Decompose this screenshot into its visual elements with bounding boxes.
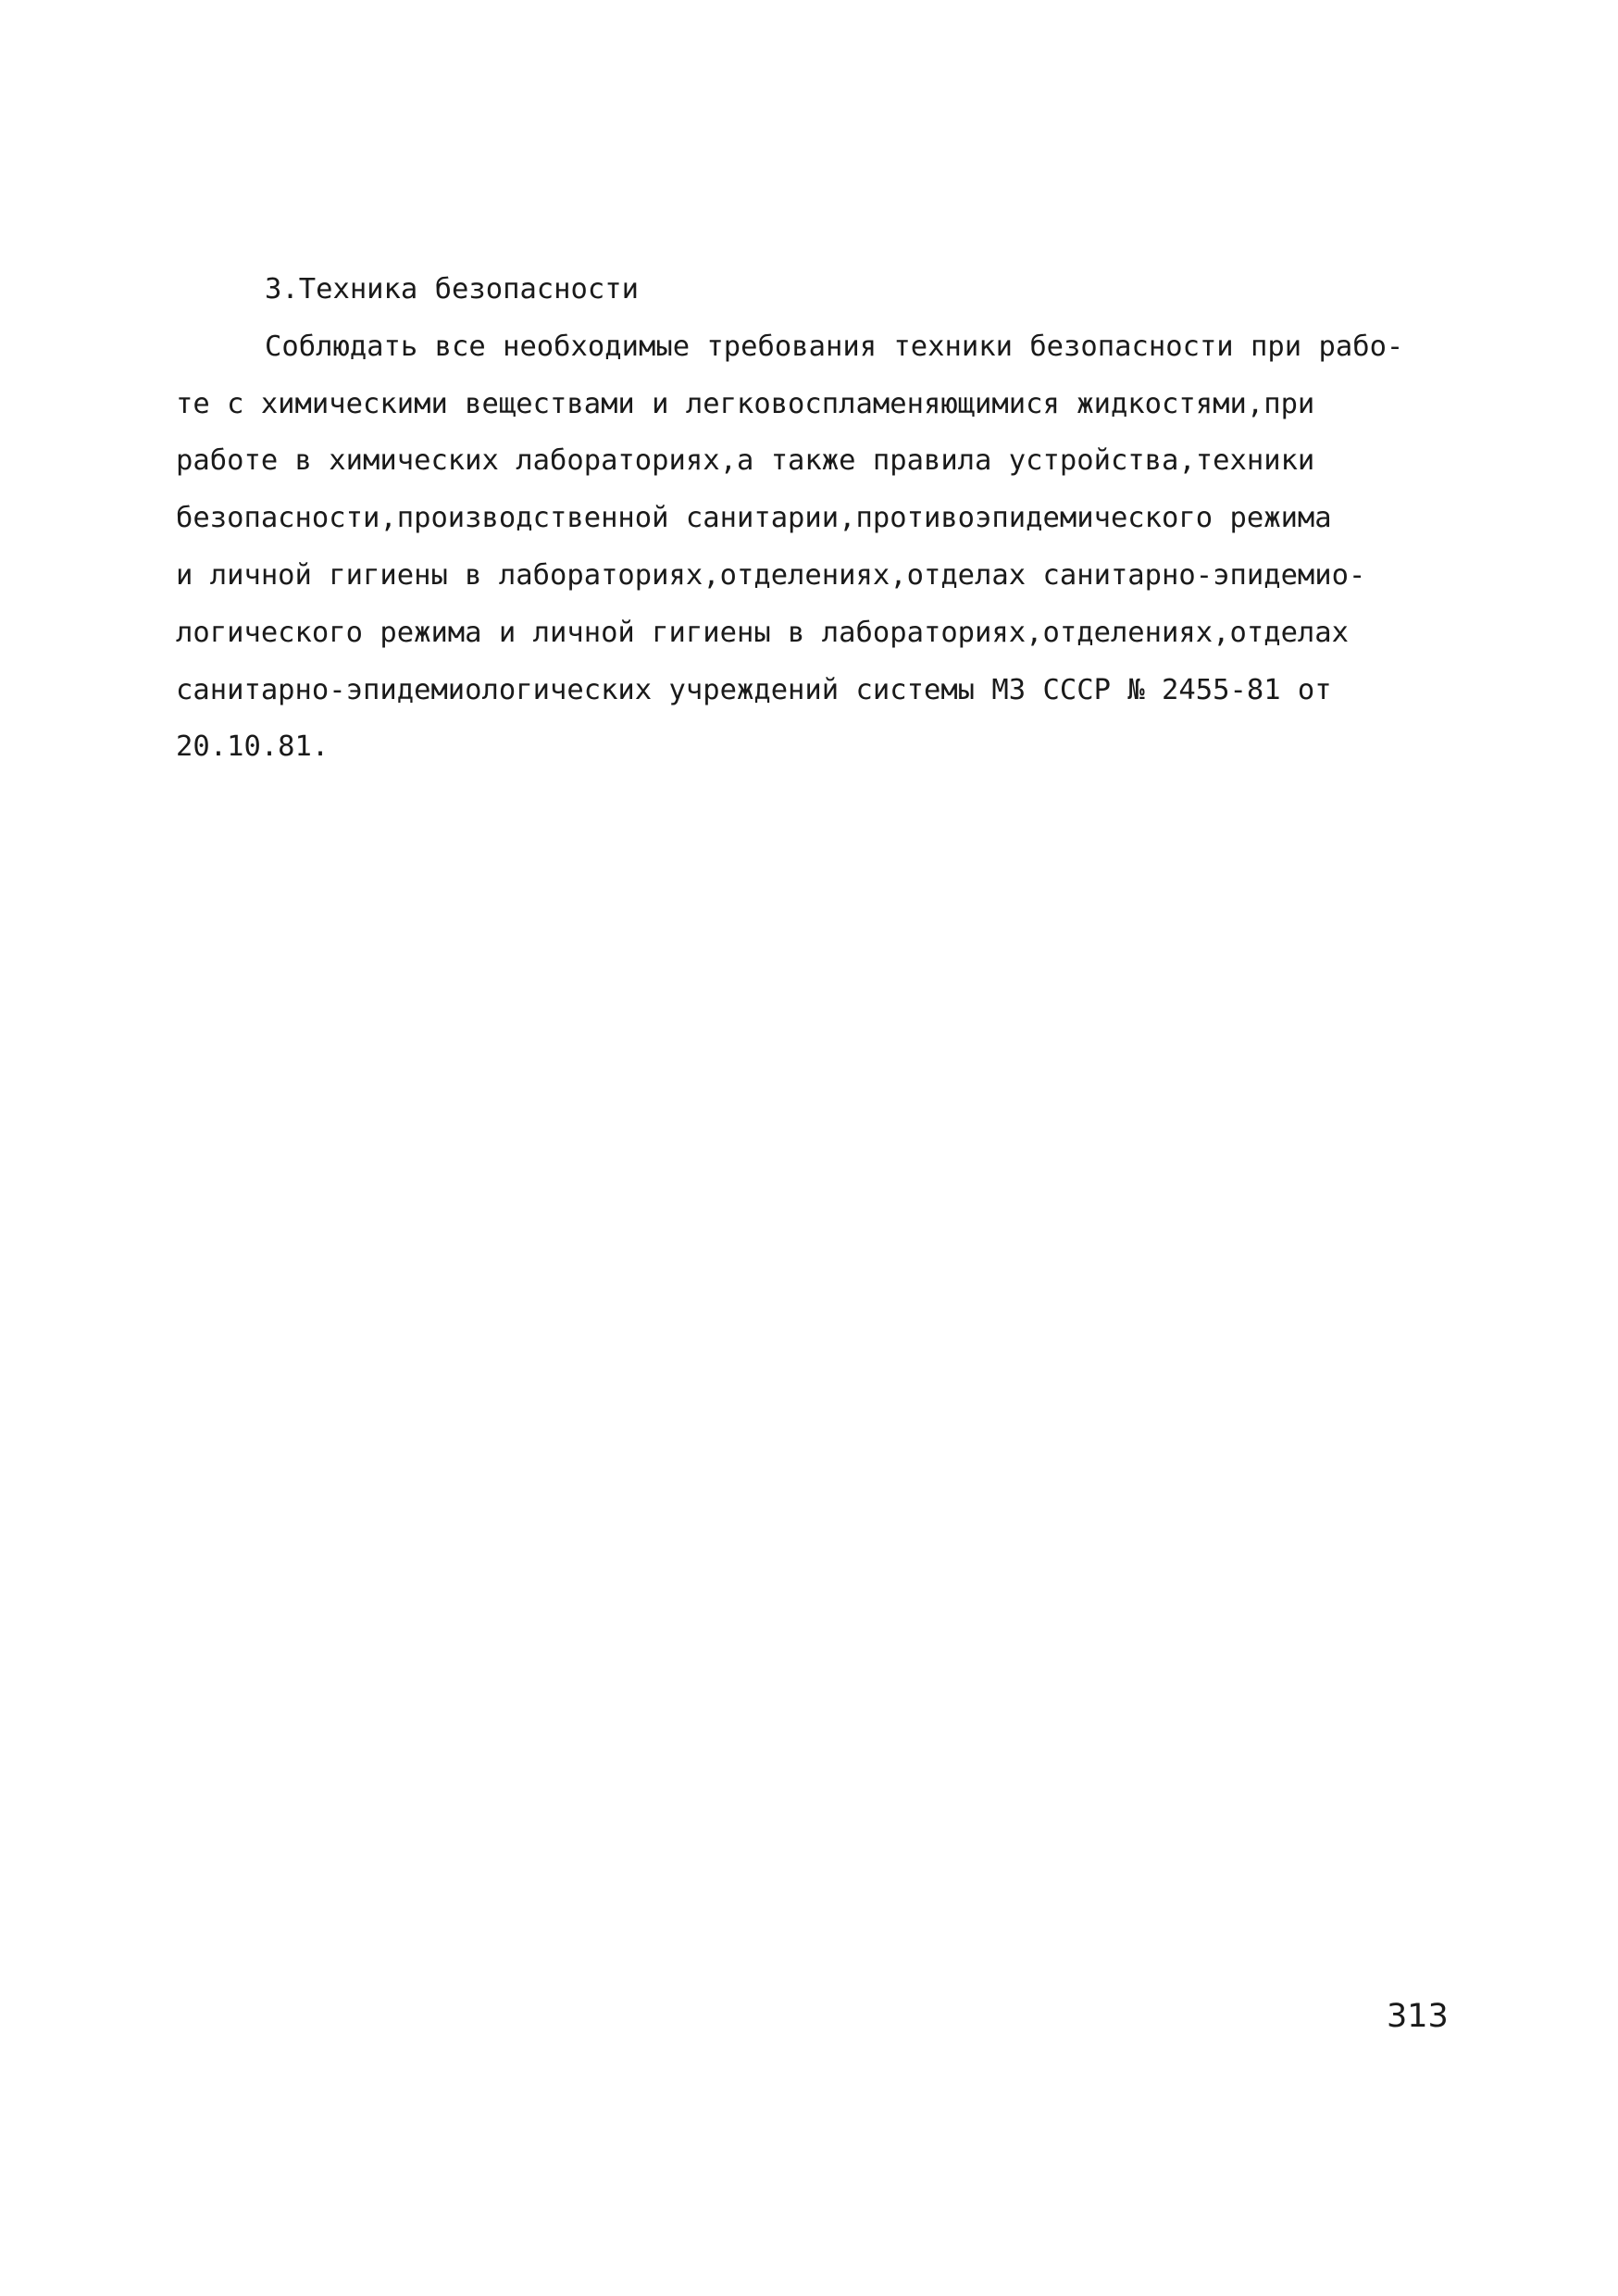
paragraph-line: Соблюдать все необходимые требования техники безопасности при рабо-	[265, 330, 1404, 363]
paragraph-line: логического режима и личной гигиены в лабораториях,отделениях,отделах	[176, 616, 1350, 649]
paragraph-line: санитарно-эпидемиологических учреждений системы МЗ СССР № 2455-81 от	[176, 673, 1332, 706]
paragraph-line: работе в химических лабораториях,а также правила устройства,техники	[176, 444, 1315, 478]
safety-section	[176, 261, 1472, 776]
paragraph-line: безопасности,производственной санитарии,противоэпидемического режима	[176, 502, 1332, 535]
page-number: 313	[1387, 1998, 1449, 2035]
section-heading: 3.Техника безопасности	[265, 273, 639, 306]
paragraph-line: 20.10.81.	[176, 730, 330, 764]
paragraph-line: те с химическими веществами и легковоспламеняющимися жидкостями,при	[176, 387, 1315, 420]
paragraph-line: и личной гигиены в лабораториях,отделениях,отделах санитарно-эпидемио-	[176, 558, 1366, 592]
